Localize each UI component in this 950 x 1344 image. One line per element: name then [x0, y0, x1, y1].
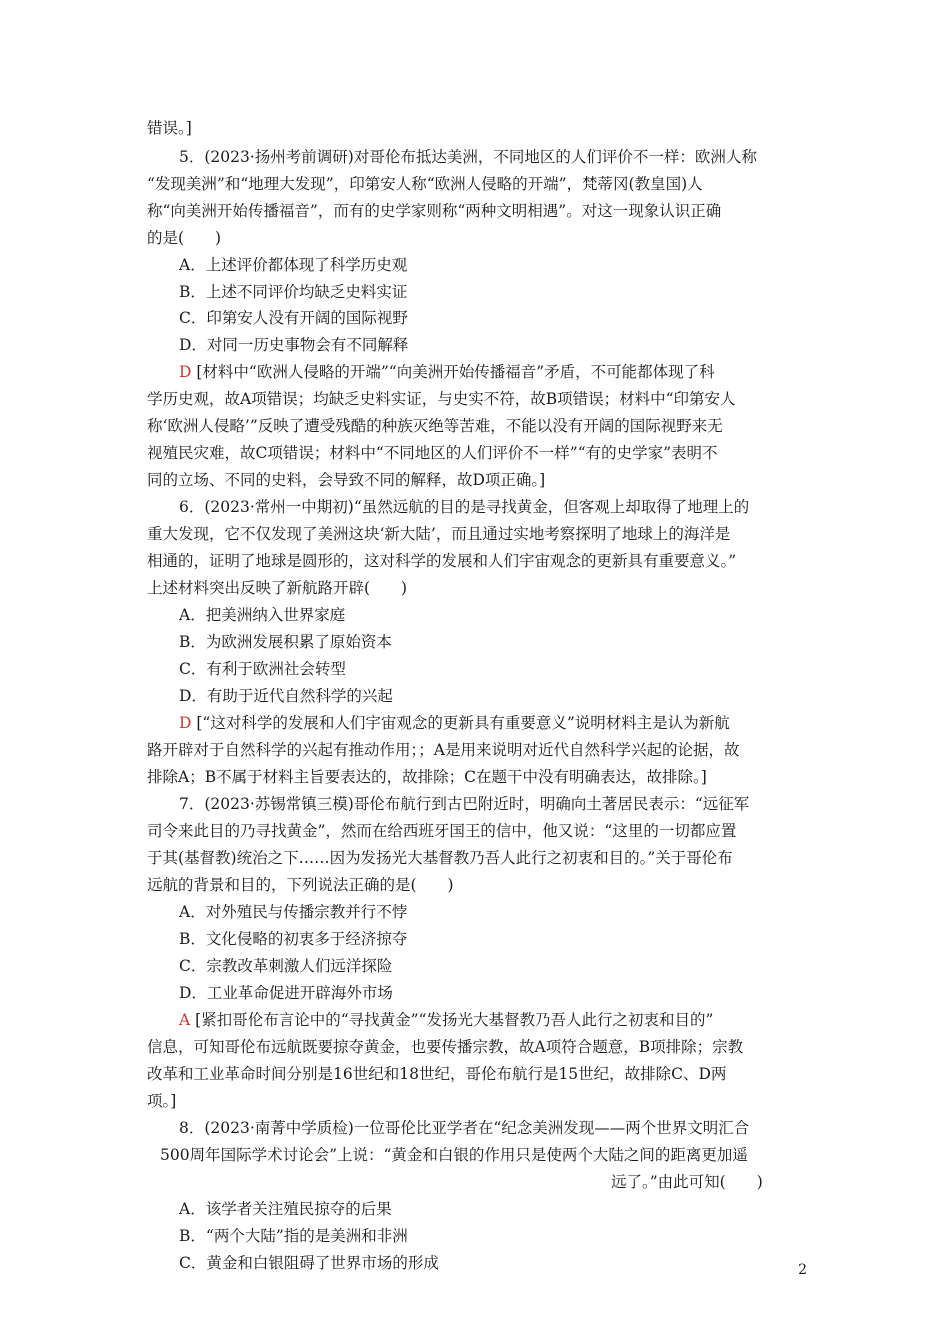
question-stem-line: 8．(2023·南菁中学质检)一位哥伦比亚学者在“纪念美洲发现——两个世界文明汇合 [179, 1119, 750, 1137]
option-a: A．对外殖民与传播宗教并行不悖 [179, 903, 408, 921]
question-stem-line: 司令来此目的乃寻找黄金”，然而在给西班牙国王的信中，他又说：“这里的一切都应置 [147, 822, 737, 840]
answer-analysis-line: 学历史观，故A项错误；均缺乏史料实证，与史实不符，故B项错误；材料中“印第安人 [147, 390, 736, 408]
answer-letter: A [179, 1011, 191, 1029]
option-c: C．有利于欧洲社会转型 [179, 660, 346, 678]
question-stem-line: 远了。”由此可知( ) [611, 1173, 763, 1191]
answer-letter: D [179, 363, 192, 381]
option-a: A．该学者关注殖民掠夺的后果 [179, 1200, 392, 1218]
option-b: B．文化侵略的初衷多于经济掠夺 [179, 930, 408, 948]
option-c: C．黄金和白银阻碍了世界市场的形成 [179, 1254, 439, 1272]
answer-analysis-line: 项。] [147, 1092, 177, 1110]
answer-analysis-line: 改革和工业革命时间分别是16世纪和18世纪，哥伦布航行是15世纪，故排除C、D两 [147, 1065, 727, 1083]
question-stem-line: 远航的背景和目的，下列说法正确的是( ) [147, 876, 454, 894]
answer-analysis-line: 称‘欧洲人侵略’”反映了遭受残酷的种族灭绝等苦难，不能以没有开阔的国际视野来无 [147, 417, 723, 435]
answer-analysis-line: 同的立场、不同的史料，会导致不同的解释，故D项正确。] [147, 471, 546, 489]
option-d: D．对同一历史事物会有不同解释 [179, 336, 409, 354]
question-stem-line: 上述材料突出反映了新航路开辟( ) [147, 579, 408, 597]
question-stem-line: 于其(基督教)统治之下……因为发扬光大基督教乃吾人此行之初衷和目的。”关于哥伦布 [147, 849, 733, 867]
question-stem-line: 相通的，证明了地球是圆形的，这对科学的发展和人们宇宙观念的更新具有重要意义。” [147, 552, 737, 570]
answer-analysis-line: D [“这对科学的发展和人们宇宙观念的更新具有重要意义”说明材料主是认为新航 [179, 714, 730, 732]
answer-analysis-line: 信息，可知哥伦布远航既要掠夺黄金，也要传播宗教，故A项符合题意，B项排除；宗教 [147, 1038, 744, 1056]
answer-analysis-line: 视殖民灾难，故C项错误；材料中“不同地区的人们评价不一样”“有的史学家”表明不 [147, 444, 718, 462]
option-b: B．为欧洲发展积累了原始资本 [179, 633, 392, 651]
question-stem-line: “发现美洲”和“地理大发现”，印第安人称“欧洲人侵略的开端”，梵蒂冈(教皇国)人 [147, 175, 703, 193]
option-a: A．把美洲纳入世界家庭 [179, 606, 346, 624]
question-stem-line: 的是( ) [147, 229, 222, 247]
answer-analysis-line: 路开辟对于自然科学的兴起有推动作用；；A是用来说明对近代自然科学兴起的论据，故 [147, 741, 740, 759]
option-c: C．印第安人没有开阔的国际视野 [179, 309, 408, 327]
option-c: C．宗教改革刺激人们远洋探险 [179, 957, 393, 975]
answer-analysis-line: D [材料中“欧洲人侵略的开端”“向美洲开始传播福音”矛盾，不可能都体现了科 [179, 363, 715, 381]
question-stem-line: 5．(2023·扬州考前调研)对哥伦布抵达美洲，不同地区的人们评价不一样：欧洲人称 [179, 148, 757, 166]
question-stem-line: 7．(2023·苏锡常镇三模)哥伦布航行到古巴附近时，明确向土著居民表示：“远征军 [179, 795, 750, 813]
answer-letter: D [179, 714, 192, 732]
previous-answer-end: 错误。] [147, 119, 192, 137]
question-stem-line: 重大发现，它不仅发现了美洲这块‘新大陆’，而且通过实地考察探明了地球上的海洋是 [147, 525, 731, 543]
option-a: A．上述评价都体现了科学历史观 [179, 256, 408, 274]
answer-analysis-line: 排除A；B不属于材料主旨要表达的，故排除；C在题干中没有明确表达，故排除。] [147, 768, 707, 786]
answer-analysis-line: A [紧扣哥伦布言论中的“寻找黄金”“发扬光大基督教乃吾人此行之初衷和目的” [179, 1011, 714, 1029]
question-stem-line: 6．(2023·常州一中期初)“虽然远航的目的是寻找黄金，但客观上却取得了地理上的 [179, 498, 750, 516]
option-b: B．“两个大陆”指的是美洲和非洲 [179, 1227, 408, 1245]
question-stem-line: 500周年国际学术讨论会”上说：“黄金和白银的作用只是使两个大陆之间的距离更加遥 [160, 1146, 748, 1164]
option-d: D．工业革命促进开辟海外市场 [179, 984, 393, 1002]
option-b: B．上述不同评价均缺乏史料实证 [179, 283, 408, 301]
question-stem-line: 称“向美洲开始传播福音”，而有的史学家则称“两种文明相遇”。对这一现象认识正确 [147, 202, 722, 220]
option-d: D．有助于近代自然科学的兴起 [179, 687, 393, 705]
page-number: 2 [798, 1262, 807, 1278]
